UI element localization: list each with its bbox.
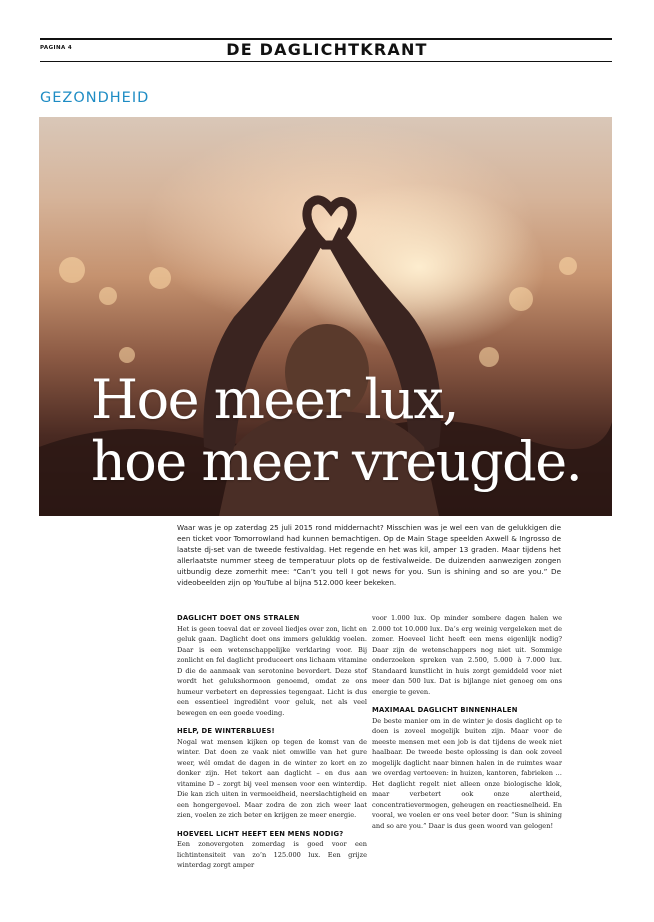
paragraph-hoeveel-licht-part1: Een zonovergoten zomerdag is goed voor een lichtintensiteit van zo’n 125.000 lux. Een grijze winterdag zorgt amper	[177, 840, 367, 869]
intro-paragraph: Waar was je op zaterdag 25 juli 2015 rond middernacht? Misschien was je wel een van de gelukkigen die een ticket voor Tomorrowland had kunnen bemachtigen. Op de Main Stage speelden Axwell & Ingrosso de laatste dj-set van de tweede festivaldag. Het regende en het was kil, amper 13 graden. Maar tijdens het allerlaatste nummer steeg de temperatuur plots op de festivalweide. De duizenden aanwezigen zongen uitbundig deze zomerhit mee: “Can’t you tell I got news for you. Sun is shining and so are you.” De videobeelden zijn op YouTube al bijna 512.000 keer bekeken.	[177, 523, 561, 587]
article-column-right	[372, 613, 562, 839]
paragraph-maximaal-daglicht: De beste manier om in de winter je dosis daglicht op te doen is zoveel mogelijk buiten zijn. Maar voor de meeste mensen met een job is dat tijdens de week niet haalbaar. De tweede beste oplossing is dan ook zoveel mogelijk daglicht naar binnen halen in de ruimtes waar we overdag vertoeven: in huizen, kantoren, fabrieken … Het daglicht regelt niet alleen onze biologische klok, maar verbetert ook onze alertheid, concentratievermogen, geheugen en reactiesnelheid. En vooral, we voelen er ons veel beter door. “Sun is shining and so are you.” Daar is dus geen woord van gelogen!	[372, 716, 562, 830]
masthead-title: DE DAGLICHTKRANT	[226, 40, 428, 59]
masthead-bottom-rule	[40, 61, 612, 62]
paragraph-winterblues: Nogal wat mensen kijken op tegen de komst van de winter. Dat doen ze vaak niet omwille van het gure weer, wél omdat de dagen in de winter zo kort en zo donker zijn. Het tekort aan daglicht – en dus aan vitamine D – zorgt bij veel mensen voor een winterdip. Die kan zich uiten in vermoeidheid, neerslachtigheid en een hongergevoel. Maar zodra de zon zich weer laat zien, voelen ze zich beter en krijgen ze meer energie.	[177, 737, 367, 819]
page-number: PAGINA 4	[40, 45, 73, 51]
hero-headline-line-2: hoe meer vreugde.	[91, 430, 582, 493]
subheading-daglicht: DAGLICHT DOET ONS STRALEN	[177, 614, 300, 622]
paragraph-hoeveel-licht-part2: voor 1.000 lux. Op minder sombere dagen halen we 2.000 tot 10.000 lux. Da’s erg weinig vergeleken met de zomer. Hoeveel licht heeft een mens eigenlijk nodig? Daar zijn de wetenschappers nog niet uit. Sommige onderzoeken spreken van 2.500, 5.000 à 7.000 lux. Standaard kunstlicht in huis zorgt gemiddeld voor niet meer dan 500 lux. Dat is bijlange niet genoeg om ons energie te geven.	[372, 614, 562, 696]
hero-headline-line-1: Hoe meer lux,	[91, 368, 458, 431]
subheading-hoeveel-licht: HOEVEEL LICHT HEEFT EEN MENS NODIG?	[177, 829, 344, 838]
article-column-left	[177, 613, 367, 879]
hero-photo	[39, 117, 612, 516]
section-label: GEZONDHEID	[40, 90, 150, 106]
paragraph-daglicht: Het is geen toeval dat er zoveel liedjes over zon, licht en geluk gaan. Daglicht doet ons immers gelukkig voelen. Daar is een wetenschappelijke verklaring voor. Bij zonlicht en fel daglicht produceert ons lichaam vitamine D die de aanmaak van serotonine bevordert. Deze stof wordt het gelukshormoon genoemd, omdat ze ons humeur verbetert en depressies tegengaat. Licht is dus een essentieel ingrediënt voor geluk, net als veel bewegen en een goede voeding.	[177, 624, 367, 717]
subheading-winterblues: HELP, DE WINTERBLUES!	[177, 727, 275, 735]
subheading-maximaal-daglicht: MAXIMAAL DAGLICHT BINNENHALEN	[372, 706, 518, 714]
hero-headline	[91, 369, 581, 493]
